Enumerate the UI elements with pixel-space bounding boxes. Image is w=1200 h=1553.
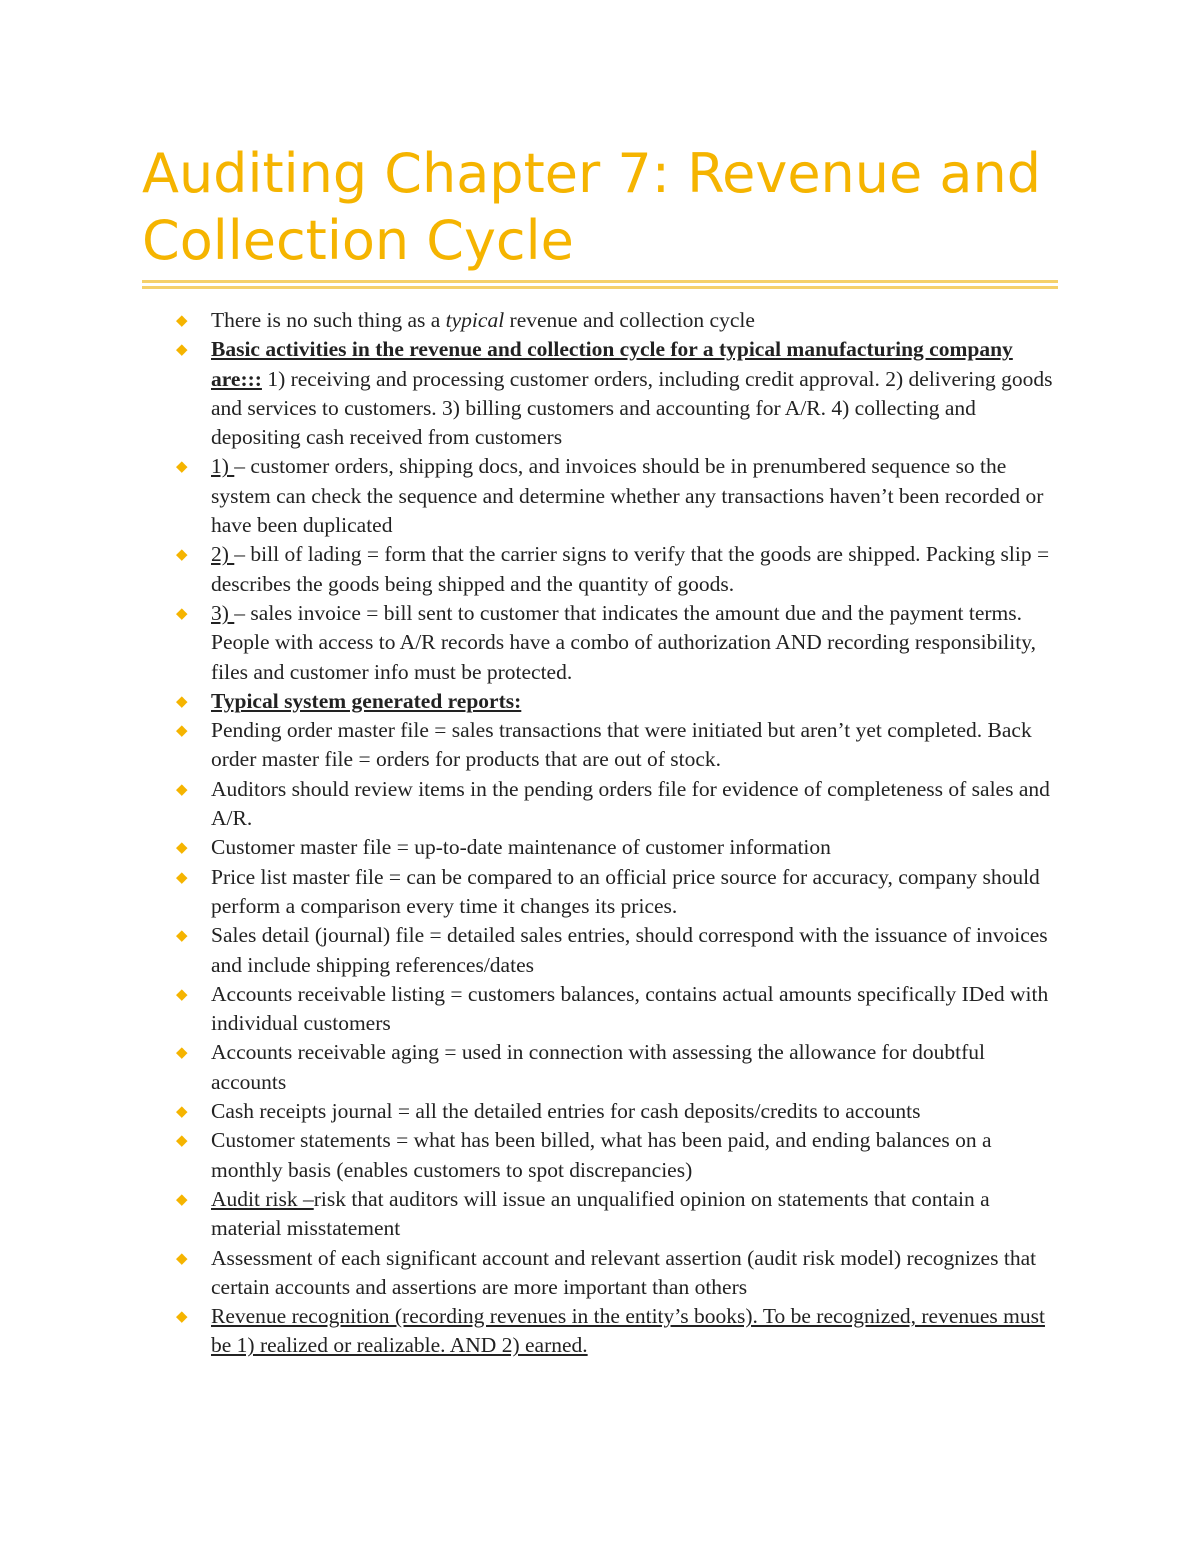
list-item bbox=[176, 687, 1060, 716]
diamond-bullet-icon: ◆ bbox=[176, 1102, 188, 1121]
list-item: ◆ Basic activities in the revenue and collection cycle for a typical manufacturing company are::: 1) receiving and processing customer orders, including credit approval. 2) delivering goods and services to customers. 3) billing customers and accounting for A/R. 4) collecting and depositing cash received from customers bbox=[176, 337, 1053, 450]
title-rule-bottom bbox=[142, 286, 1058, 289]
diamond-bullet-icon: ◆ bbox=[176, 984, 188, 1003]
diamond-bullet-icon: ◆ bbox=[176, 311, 188, 329]
list-item: ◆ 1) – customer orders, shipping docs, and invoices should be in prenumbered sequence so the system can check the sequence and determine whether any transactions haven’t been recorded or have been duplicated bbox=[176, 454, 1044, 538]
diamond-bullet-icon: ◆ bbox=[176, 838, 188, 857]
diamond-bullet-icon: ◆ bbox=[176, 1189, 188, 1208]
diamond-bullet-icon: ◆ bbox=[176, 691, 188, 710]
diamond-bullet-icon: ◆ bbox=[176, 1131, 188, 1150]
emphasis-text: typical bbox=[445, 308, 505, 332]
list-item: ◆ Assessment of each significant account and relevant assertion (audit risk model) recognizes that certain accounts and assertions are more important than others bbox=[176, 1245, 1037, 1299]
diamond-bullet-icon: ◆ bbox=[176, 457, 188, 476]
list-item: ◆ Accounts receivable listing = customers balances, contains actual amounts specifically IDed with individual customers bbox=[176, 981, 1049, 1036]
item-label: 2) bbox=[211, 542, 235, 567]
list-item: ◆ 3) – sales invoice = bill sent to customer that indicates the amount due and the payment terms. People with access to A/R records have a combo of authorization AND recording responsibility, files and customer info must be protected. bbox=[176, 600, 1036, 684]
item-label: 1) bbox=[211, 454, 235, 479]
list-item: ◆ Cash receipts journal = all the detailed entries for cash deposits/credits to accounts bbox=[176, 1097, 1060, 1126]
list-item: ◆ 2) – bill of lading = form that the carrier signs to verify that the goods are shipped. Packing slip = describes the goods being shipped and the quantity of goods. bbox=[176, 542, 1050, 596]
item-label: 3) bbox=[211, 600, 235, 625]
list-item: ◆ Customer statements = what has been billed, what has been paid, and ending balances on a monthly basis (enables customers to spot discrepancies) bbox=[176, 1128, 992, 1182]
diamond-bullet-icon: ◆ bbox=[176, 1307, 188, 1326]
list-item: ◆ Accounts receivable aging = used in connection with assessing the allowance for doubtful accounts bbox=[176, 1040, 985, 1094]
list-item: ◆ Customer master file = up-to-date maintenance of customer information bbox=[176, 833, 1060, 862]
page-title: Auditing Chapter 7: Revenue and Collection Cycle bbox=[142, 142, 1041, 272]
item-label: Revenue recognition (recording revenues in the entity’s books). To be recognized, revenues must be 1) realized or realizable. AND 2) earned. bbox=[211, 1304, 1045, 1358]
bold-heading: Typical system generated reports: bbox=[211, 688, 522, 713]
diamond-bullet-icon: ◆ bbox=[176, 1248, 188, 1267]
title-rule-top bbox=[142, 280, 1058, 283]
diamond-bullet-icon: ◆ bbox=[176, 926, 188, 945]
diamond-bullet-icon: ◆ bbox=[176, 1043, 188, 1062]
diamond-bullet-icon: ◆ bbox=[176, 721, 188, 740]
diamond-bullet-icon: ◆ bbox=[176, 340, 188, 359]
list-item: ◆ There is no such thing as a typical revenue and collection cycle bbox=[176, 306, 1060, 335]
list-item: ◆ Price list master file = can be compared to an official price source for accuracy, company should perform a comparison every time it changes its prices. bbox=[176, 864, 1040, 918]
diamond-bullet-icon: ◆ bbox=[176, 603, 188, 622]
diamond-bullet-icon: ◆ bbox=[176, 867, 188, 886]
list-item bbox=[176, 1302, 1060, 1361]
bullet-list bbox=[176, 306, 1060, 1361]
list-item: ◆ Sales detail (journal) file = detailed sales entries, should correspond with the issuance of invoices and include shipping references/dates bbox=[176, 923, 1048, 977]
diamond-bullet-icon: ◆ bbox=[176, 545, 188, 564]
diamond-bullet-icon: ◆ bbox=[176, 779, 188, 798]
list-item: ◆ Auditors should review items in the pending orders file for evidence of completeness of sales and A/R. bbox=[176, 776, 1050, 831]
list-item: ◆ Pending order master file = sales transactions that were initiated but aren’t yet completed. Back order master file = orders for products that are out of stock. bbox=[176, 718, 1032, 772]
list-item: ◆ Audit risk –risk that auditors will issue an unqualified opinion on statements that contain a material misstatement bbox=[176, 1186, 990, 1241]
bold-heading: Basic activities in the revenue and collection cycle for a typical manufacturing company are::: bbox=[211, 337, 1013, 391]
item-label: Audit risk – bbox=[211, 1186, 314, 1211]
